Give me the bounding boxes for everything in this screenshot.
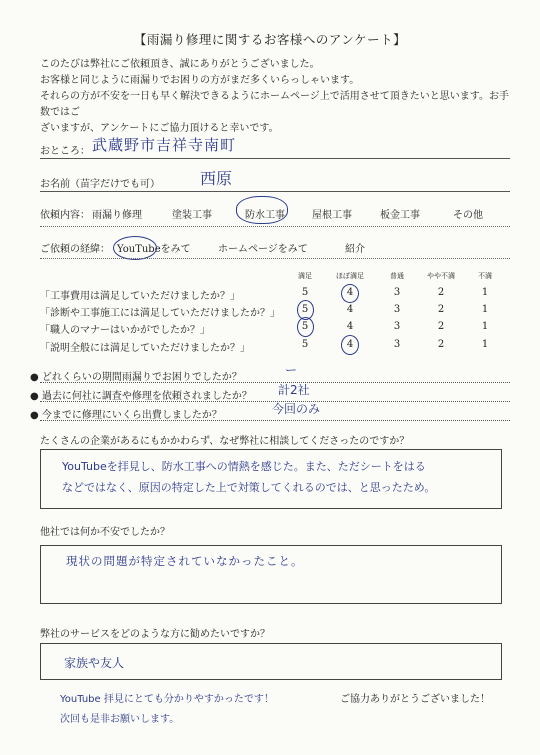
- name-value[interactable]: 西原: [200, 169, 233, 188]
- footer-note: [60, 690, 274, 730]
- name-line: [40, 191, 510, 192]
- bullet-question: ● 今までに修理にいくら出費しましたか？: [30, 410, 222, 421]
- bullet-question-text: 過去に何社に調査や修理を依頼されましたか？: [41, 391, 252, 402]
- survey-title: 【雨漏り修理に関するお客様へのアンケート】: [133, 32, 407, 47]
- intro-line: お客様と同じように雨漏りでお困りの方がまだ多くいらっしゃいます。: [40, 75, 360, 86]
- selection-circle: [113, 236, 157, 260]
- rating-score-selected[interactable]: 4: [346, 287, 354, 298]
- selection-circle: [341, 284, 359, 303]
- name-label: お名前（苗字だけでも可）: [40, 179, 160, 190]
- rating-header: 満足: [298, 272, 312, 280]
- rating-score[interactable]: 5: [301, 339, 309, 350]
- rating-score[interactable]: 2: [437, 339, 445, 350]
- selection-circle: [297, 317, 314, 337]
- address-value[interactable]: 武蔵野市吉祥寺南町: [92, 136, 237, 154]
- route-option-selected[interactable]: YouTubeをみて: [117, 244, 191, 255]
- rating-score[interactable]: 1: [481, 321, 489, 332]
- rating-score-selected[interactable]: 5: [301, 321, 309, 332]
- rating-score[interactable]: 2: [437, 304, 445, 315]
- route-option[interactable]: ホームページをみて: [218, 244, 308, 255]
- address-label: おところ：: [40, 146, 90, 157]
- answer-why: [62, 456, 502, 498]
- intro-line: それらの方が不安を一日も早く解決できるようにホームページ上で活用させて頂きたいと思います。お手数ではご: [40, 91, 509, 118]
- selection-circle: [236, 196, 288, 224]
- answer-line: [40, 382, 510, 383]
- section-divider: [40, 258, 510, 259]
- rating-header: 不満: [478, 272, 492, 280]
- footer-note-line: YouTube 拝見にとても分かりやすかったです！: [60, 694, 274, 705]
- bullet-question: ● 過去に何社に調査や修理を依頼されましたか？: [30, 391, 252, 402]
- bullet-question-text: 今までに修理にいくら出費しましたか？: [41, 410, 222, 421]
- answer-other: 現状の問題が特定されていなかったこと。: [66, 554, 304, 568]
- thanks-text: ご協力ありがとうございました！: [340, 694, 490, 705]
- rating-question: 「職人のマナーはいかがでしたか？」: [40, 325, 210, 336]
- rating-question: 「工事費用は満足していただけましたか？」: [40, 291, 240, 302]
- rating-score-selected[interactable]: 5: [301, 304, 309, 315]
- intro-line: このたびは弊社にご依頼頂き、誠にありがとうございました。: [40, 59, 320, 70]
- rating-score[interactable]: 4: [346, 321, 354, 332]
- question-other: 他社では何か不安でしたか？: [40, 527, 170, 538]
- request-label: 依頼内容：: [40, 210, 90, 221]
- question-why: たくさんの企業があるにもかかわらず、なぜ弊社に相談してくださったのですか？: [40, 436, 410, 447]
- rating-header: 普通: [390, 272, 404, 280]
- rating-score[interactable]: 3: [393, 339, 401, 350]
- route-option[interactable]: 紹介: [345, 244, 365, 255]
- rating-score[interactable]: 1: [481, 304, 489, 315]
- intro-line: ざいますが、アンケートにご協力頂けると幸いです。: [40, 123, 279, 134]
- rating-question: 「説明全般には満足していただけましたか？」: [40, 343, 250, 354]
- request-option[interactable]: その他: [453, 210, 483, 221]
- rating-score[interactable]: 3: [393, 287, 401, 298]
- answer-line-text: YouTubeを拝見し、防水工事への情熱を感じた。また、ただシートをはる: [62, 460, 426, 473]
- question-recommend: 弊社のサービスをどのような方に勧めたいですか？: [40, 629, 270, 640]
- request-option-selected[interactable]: 防水工事: [245, 210, 285, 221]
- rating-question: 「診断や工事施工には満足していただけましたか？」: [40, 308, 280, 319]
- rating-score[interactable]: 3: [393, 304, 401, 315]
- route-label: ご依頼の経緯：: [40, 244, 110, 255]
- request-option[interactable]: 塗装工事: [172, 210, 212, 221]
- bullet-question-text: どれくらいの期間雨漏りでお困りでしたか？: [41, 372, 242, 383]
- bullet-answer[interactable]: ー: [285, 363, 298, 377]
- rating-score[interactable]: 1: [481, 287, 489, 298]
- footer-note-line: 次回も是非お願いします。: [60, 714, 180, 725]
- rating-header: やや不満: [427, 272, 455, 280]
- rating-score[interactable]: 5: [301, 287, 309, 298]
- rating-score-selected[interactable]: 4: [346, 339, 354, 350]
- bullet-answer[interactable]: 今回のみ: [272, 402, 321, 416]
- section-divider: [40, 226, 510, 227]
- selection-circle: [341, 335, 359, 355]
- address-line: [40, 158, 510, 159]
- rating-score[interactable]: 4: [346, 304, 354, 315]
- rating-header: ほぼ満足: [336, 272, 364, 280]
- bullet-answer[interactable]: 計2社: [278, 383, 310, 397]
- request-option[interactable]: 雨漏り修理: [92, 210, 142, 221]
- rating-score[interactable]: 2: [437, 287, 445, 298]
- bullet-question: ● どれくらいの期間雨漏りでお困りでしたか？: [30, 372, 242, 383]
- rating-score[interactable]: 1: [481, 339, 489, 350]
- intro-text: [40, 57, 510, 137]
- rating-score[interactable]: 2: [437, 321, 445, 332]
- answer-line-text: などではなく、原因の特定した上で対策してくれるのでは、と思ったため。: [62, 481, 436, 494]
- rating-score[interactable]: 3: [393, 321, 401, 332]
- request-option[interactable]: 板金工事: [380, 210, 420, 221]
- answer-line: [40, 420, 510, 421]
- request-option[interactable]: 屋根工事: [312, 210, 352, 221]
- answer-recommend: 家族や友人: [64, 656, 125, 670]
